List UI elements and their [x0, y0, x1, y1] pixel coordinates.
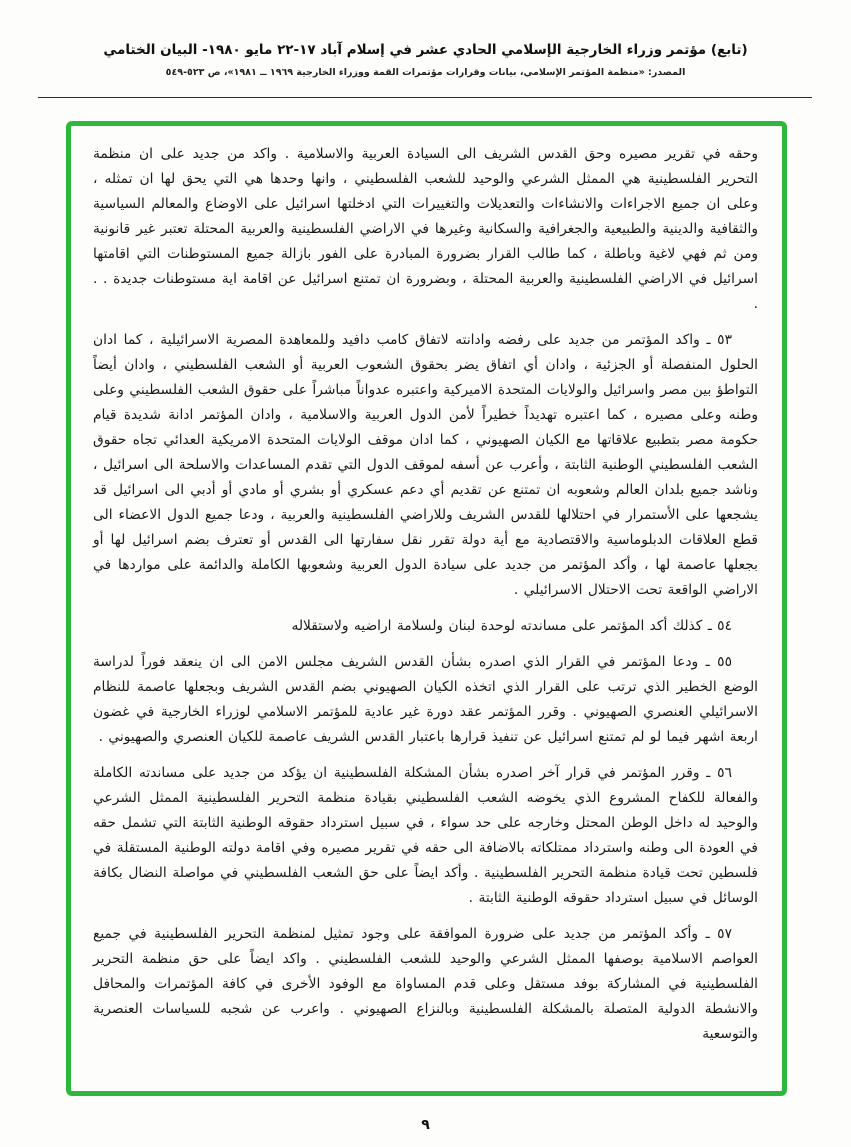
document-title: (تابع) مؤتمر وزراء الخارجية الإسلامي الحادي عشر في إسلام آباد ١٧-٢٢ مايو ١٩٨٠- البيان الختامي	[103, 42, 748, 58]
page-number: ٩	[421, 1117, 430, 1133]
green-annotation-box	[66, 121, 787, 1096]
document-source-line: المصدر: «منظمة المؤتمر الإسلامي، بيانات وقرارات مؤتمرات القمة ووزراء الخارجية ١٩٦٩ ــ ١٩٨١»، ص ٥٢٣-٥٤٩	[165, 67, 686, 78]
page-header	[0, 42, 851, 78]
paragraph-54: ٥٤ ـ كذلك أكد المؤتمر على مساندته لوحدة لبنان ولسلامة اراضيه ولاستقلاله	[291, 618, 732, 634]
paragraph-56: ٥٦ ـ وقرر المؤتمر في قرار آخر اصدره بشأن المشكلة الفلسطينية ان يؤكد من جديد على مساندته الكاملة والفعالة للكفاح المشروع الذي يخوضه الشعب الفلسطيني بقيادة منظمة التحرير الفلسطينية الممثل الشرعي والوحيد له داخل الوطن المحتل وخارجه على حد سواء ، في سبيل استرداد حقوقه الوطنية الثابتة التي تشمل حقه في العودة الى وطنه واسترداد ممتلكاته بالاضافة الى حقه في تقرير مصيره وفي اقامة دولته الوطنية المستقلة في فلسطين تحت قيادة منظمة التحرير الفلسطينية . وأكد ايضاً على حق الشعب الفلسطيني في مواصلة النضال بكافة الوسائل في سبيل استرداد حقوقه الوطنية الثابتة .	[93, 765, 758, 906]
paragraph-55: ٥٥ ـ ودعا المؤتمر في القرار الذي اصدره بشأن القدس الشريف مجلس الامن الى ان ينعقد فوراً لدراسة الوضع الخطير الذي ترتب على القرار الذي اتخذه الكيان الصهيوني بضم القدس الشريف وبجعلها عاصمة للنظام الاسرائيلي العنصري الصهيوني . وقرر المؤتمر عقد دورة غير عادية للمؤتمر الاسلامي لوزراء الخارجية في غضون اربعة اشهر فيما لو لم تمتنع اسرائيل عن تنفيذ قرارها باعتبار القدس الشريف عاصمة للكيان العنصري والصهيوني .	[93, 654, 758, 745]
paragraph-57: ٥٧ ـ وأكد المؤتمر من جديد على ضرورة الموافقة على وجود تمثيل لمنظمة التحرير الفلسطينية في جميع العواصم الاسلامية بوصفها الممثل الشرعي والوحيد للشعب الفلسطيني . واكد ايضاً على حق منظمة التحرير الفلسطينية في المشاركة بوفد مستقل وعلى قدم المساواة مع الوفود الأخرى في كافة المؤتمرات والمحافل والانشطة الدولية المتصلة بالمشكلة الفلسطينية وبالنزاع الصهيوني . واعرب عن شجبه للسياسات العنصرية والتوسعية	[93, 926, 758, 1042]
paragraph-53: ٥٣ ـ واكد المؤتمر من جديد على رفضه وادانته لاتفاق كامب دافيد وللمعاهدة المصرية الاسرائيلية ، كما ادان الحلول المنفصلة أو الجزئية ، وادان أي اتفاق يضر بحقوق الشعوب العربية أو الشعب الفلسطيني ، وادان أيضاً التواطؤ بين مصر واسرائيل والولايات المتحدة الاميركية واعتبره عدواناً مباشراً على حقوق الشعب الفلسطيني وعلى وطنه وعلى مصيره ، كما اعتبره تهديداً خطيراً لأمن الدول العربية والاسلامية ، وادان المؤتمر ادانة شديدة قيام حكومة مصر بتطبيع علاقاتها مع الكيان الصهيوني ، كما ادان موقف الولايات المتحدة الامريكية العدائي تجاه حقوق الشعب الفلسطيني الوطنية الثابتة ، وأعرب عن أسفه لموقف الدول التي تقدم المساعدات والاسلحة الى اسرائيل ، وناشد جميع بلدان العالم وشعوبه ان تمتنع عن تقديم أي دعم عسكري أو بشري أو مادي أو أدبي الى اسرائيل قد يشجعها على الأستمرار في احتلالها للقدس الشريف وللاراضي الفلسطينية والعربية ، ودعا جميع الدول الاعضاء الى قطع العلاقات الدبلوماسية والاقتصادية مع أية دولة تقرر نقل سفارتها الى القدس أو تعترف بضم اسرائيل لها أو بجعلها عاصمة لها ، وأكد المؤتمر من جديد على سيادة الدول العربية وشعوبها الكاملة والدائمة على مواردها في الاراضي الواقعة تحت الاحتلال الاسرائيلي .	[93, 332, 758, 598]
header-divider-line	[38, 97, 812, 98]
paragraph-intro: وحقه في تقرير مصيره وحق القدس الشريف الى السيادة العربية والاسلامية . واكد من جديد على ان منظمة التحرير الفلسطينية هي الممثل الشرعي والوحيد للشعب الفلسطيني ، وانها وحدها هي التي يحق لها ان تمثله ، وعلى ان جميع الاجراءات والانشاءات والتعديلات والتغييرات التي ادخلتها اسرائيل على الاوضاع والمعالم السياسية والثقافية والدينية والطبيعية والجغرافية والسكانية وغيرها في الاراضي الفلسطينية والعربية المحتلة تعتبر غير قانونية ومن ثم فهي لاغية وباطلة ، كما طالب القرار بضرورة المبادرة على الفور بازالة جميع المستوطنات التي اقامتها اسرائيل في الاراضي الفلسطينية والعربية المحتلة ، وبضرورة ان تمتنع اسرائيل عن اقامة اية مستوطنات جديدة . . .	[93, 146, 758, 312]
